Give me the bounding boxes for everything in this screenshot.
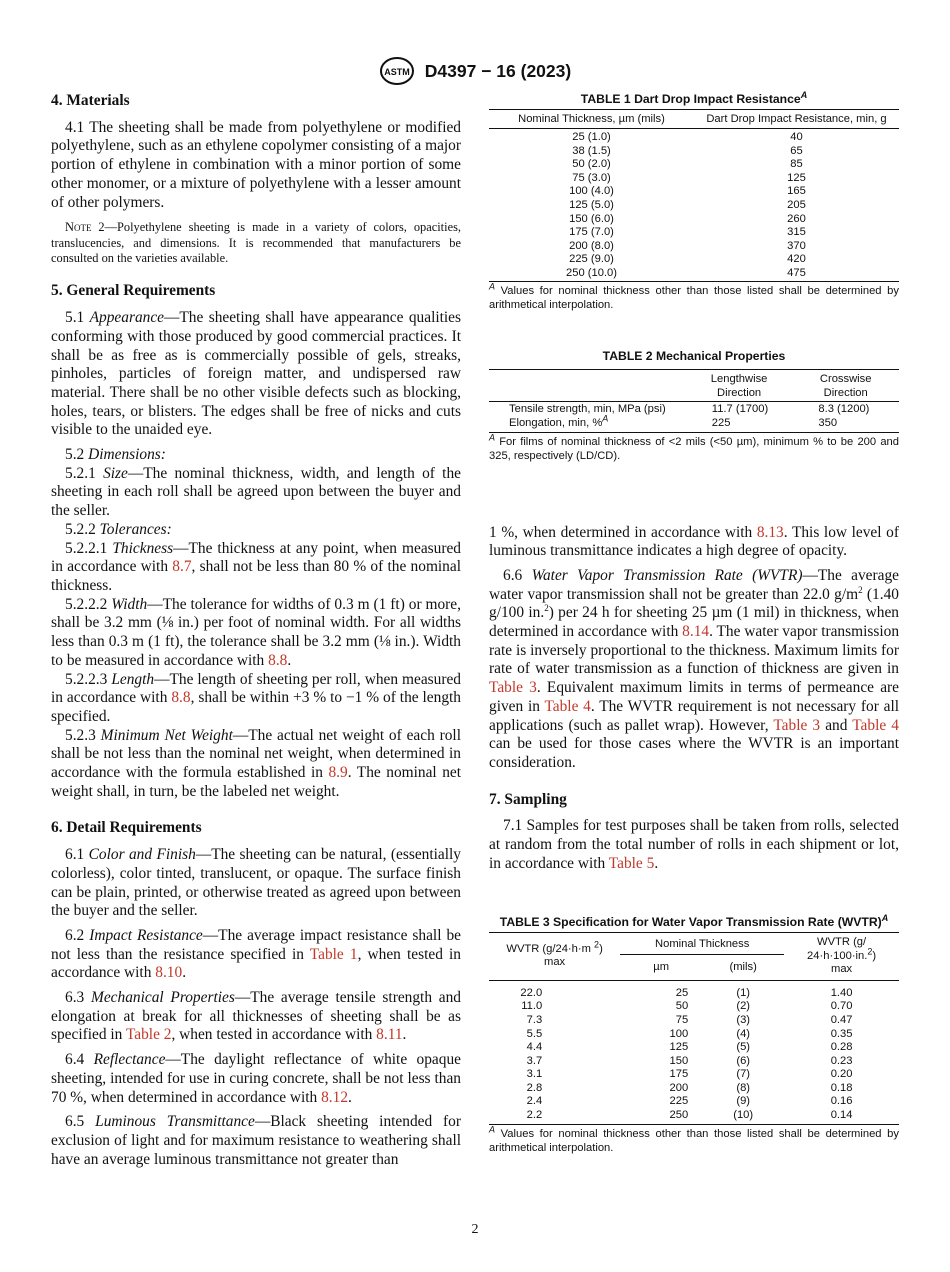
table-row xyxy=(489,1041,899,1055)
link-8-12[interactable]: 8.12 xyxy=(321,1088,349,1106)
table-3 xyxy=(489,915,899,1155)
table-cell: 0.18 xyxy=(830,1081,853,1094)
table-cell: 0.47 xyxy=(830,1013,853,1026)
table-row xyxy=(489,185,899,199)
note-label: Note 2 xyxy=(65,220,105,235)
table-cell: (5) xyxy=(736,1041,751,1054)
table-cell: (3) xyxy=(736,1013,751,1026)
table-2-grid: Lengthwise Crosswise Direction Direction Tensile strength, min, MPa (psi) 11.7 (1700) 8.3 (1200) Elongation, min, %$^A$ 225 350 xyxy=(489,369,899,432)
table-row xyxy=(489,172,899,186)
table-cell: 0.70 xyxy=(830,1000,853,1013)
table-cell: (9) xyxy=(736,1095,751,1108)
para-6-5-cont: 1 %, when determined in accordance with 8.13. This low level of luminous transmittance indicates a high degree of opacity. xyxy=(489,523,899,560)
table-3-footnote: $^A$ Values for nominal thickness other than those listed shall be determined by arithmetical interpolation. xyxy=(489,1123,899,1155)
link-table-1[interactable]: Table 1 xyxy=(309,945,358,963)
table-cell: 65 xyxy=(790,144,803,157)
para-5-2-1: 5.2.1 Size—The nominal thickness, width, and length of the sheeting in each roll shall be agreed upon between the buyer and the seller. xyxy=(51,464,461,520)
table-cell: 175 xyxy=(669,1068,689,1081)
para-5-2: 5.2 Dimensions: xyxy=(65,446,166,464)
table-cell: 0.28 xyxy=(830,1041,853,1054)
link-table-4-b[interactable]: Table 4 xyxy=(852,716,899,734)
table-1-grid xyxy=(489,109,899,281)
note-2 xyxy=(51,220,461,266)
section-4-heading: 4. Materials xyxy=(51,92,130,109)
table-2-caption: TABLE 2 Mechanical Properties xyxy=(602,348,786,363)
para-6-3: 6.3 Mechanical Properties—The average tensile strength and elongation at break for all thicknesses of sheeting shall be as specified in Table 2, when tested in accordance with 8.11. xyxy=(51,989,461,1044)
table-cell: 175 (7.0) xyxy=(569,226,614,239)
link-8-10[interactable]: 8.10 xyxy=(155,964,183,982)
para-6-5: 6.5 Luminous Transmittance—Black sheeting intended for exclusion of light and for maximum resistance to weathering shall have an average luminous transmittance not greater than xyxy=(51,1113,461,1168)
table-row xyxy=(489,226,899,240)
para-5-2-2: 5.2.2 Tolerances: xyxy=(65,520,172,538)
table-row xyxy=(489,1109,899,1123)
table-cell: 75 xyxy=(675,1013,689,1026)
table-row xyxy=(489,1028,899,1042)
link-8-14[interactable]: 8.14 xyxy=(682,623,710,641)
link-table-4[interactable]: Table 4 xyxy=(544,697,591,715)
link-8-8[interactable]: 8.8 xyxy=(268,651,288,669)
table-cell: (10) xyxy=(733,1109,754,1122)
link-table-3-b[interactable]: Table 3 xyxy=(773,716,821,734)
link-8-13[interactable]: 8.13 xyxy=(756,523,784,541)
table-1-caption: TABLE 1 Dart Drop Impact Resistance$^A$ xyxy=(580,89,808,106)
table-cell: 0.20 xyxy=(830,1068,853,1081)
right-column xyxy=(489,89,900,1156)
page-number: 2 xyxy=(471,1222,479,1237)
para-6-6: 6.6 Water Vapor Transmission Rate (WVTR)—The average water vapor transmission shall not be greater than 22.0 $g/m^2$ (1.40 g/100 in.$^2$) per 24 h for sheeting 25 µm (1 mil) in thickness, when determined in accordance with 8.14. The water vapor transmission rate is inversely proportional to the thickness. Maximum limits for rate of water transmission as a function of thickness are given in Table 3. Equivalent maximum limits in terms of permeance are given in Table 4. The WVTR requirement is not necessary for all applications (such as pallet wrap). However, Table 3 and Table 4 can be used for those cases where the WVTR is an important consideration. xyxy=(489,566,900,771)
left-column xyxy=(51,92,461,1169)
designation: D4397 − 16 (2023) xyxy=(424,60,572,81)
table-cell: 250 (10.0) xyxy=(566,267,617,280)
table-row xyxy=(489,199,899,213)
link-table-2[interactable]: Table 2 xyxy=(125,1026,172,1044)
table-row xyxy=(489,1055,899,1069)
link-8-9[interactable]: 8.9 xyxy=(328,764,348,782)
table-row xyxy=(489,240,899,254)
table-row xyxy=(489,158,899,172)
astm-logo-icon xyxy=(379,56,415,86)
table-3-caption: TABLE 3 Specification for Water Vapor Transmission Rate (WVTR)$^A$ xyxy=(499,913,889,930)
table-cell: 225 xyxy=(669,1095,689,1108)
table-row xyxy=(489,129,899,145)
table-cell: 25 xyxy=(675,986,689,999)
table-cell: 200 xyxy=(669,1081,689,1094)
table-cell: 3.7 xyxy=(526,1054,543,1067)
table-row xyxy=(489,253,899,267)
para-6-1: 6.1 Color and Finish—The sheeting can be natural, (essentially colorless), color tinted, translucent, or opaque. The surface finish can be plain, printed, or otherwise treated as agreed upon between the buyer and the seller. xyxy=(51,846,461,920)
table-cell: 85 xyxy=(790,158,803,171)
table-cell: 100 (4.0) xyxy=(569,185,614,198)
table-cell: 315 xyxy=(787,226,806,239)
page-header xyxy=(0,56,950,86)
para-5-2-3: 5.2.3 Minimum Net Weight—The actual net weight of each roll shall be not less than the nominal net weight, when determined in accordance with the formula established in 8.9. The nominal net weight shall, in turn, be the labeled net weight. xyxy=(51,726,461,800)
para-6-2: 6.2 Impact Resistance—The average impact resistance shall be not less than the resistance specified in Table 1, when tested in accordance with 8.10. xyxy=(51,926,461,982)
table-cell: 0.16 xyxy=(830,1095,853,1108)
table-cell: 4.4 xyxy=(526,1041,543,1054)
para-5-1: 5.1 Appearance—The sheeting shall have appearance qualities conforming with those produced by good commercial practices. It shall be as free as is commercially possible of gels, streaks, pinholes, particles of foreign matter, and undispersed raw material. There shall be no other visible defects such as blocking, holes, tears, or blisters. The edges shall be free of nicks and cuts visible to the unaided eye. xyxy=(51,309,461,439)
para-7-1: 7.1 Samples for test purposes shall be taken from rolls, selected at random from the total number of rolls in each shipment or lot, in accordance with Table 5. xyxy=(489,817,899,872)
table-row xyxy=(489,1014,899,1028)
table-cell: 50 (2.0) xyxy=(572,158,611,171)
note-text: —Polyethylene sheeting is made in a variety of colors, opacities, translucencies, and dimensions. It is recommended that manufacturers be consulted on the varieties available. xyxy=(51,220,461,266)
table-row xyxy=(489,213,899,227)
table-row xyxy=(489,987,899,1001)
table-row xyxy=(489,267,899,281)
table-cell: 0.23 xyxy=(830,1054,853,1067)
table-1 xyxy=(489,89,899,313)
table-cell: 22.0 xyxy=(520,986,543,999)
table-cell: 2.2 xyxy=(526,1109,543,1122)
table-1-col-2: Dart Drop Impact Resistance, min, g xyxy=(706,112,887,125)
table-cell: 100 xyxy=(669,1027,689,1040)
link-8-11[interactable]: 8.11 xyxy=(376,1026,403,1044)
table-row xyxy=(489,145,899,159)
table-1-footnote: $^A$ Values for nominal thickness other than those listed shall be determined by arithmetical interpolation. xyxy=(489,280,899,312)
table-cell: 3.1 xyxy=(526,1068,543,1081)
section-5-heading: 5. General Requirements xyxy=(51,282,216,300)
link-table-3[interactable]: Table 3 xyxy=(489,679,537,697)
logo-text: ASTM xyxy=(384,67,410,77)
table-row: Elongation, min, %$^A$ 225 350 xyxy=(489,417,899,432)
table-cell: 11.0 xyxy=(521,1000,543,1013)
table-cell: 370 xyxy=(787,239,806,252)
para-5-2-2-2: 5.2.2.2 Width—The tolerance for widths of 0.3 m (1 ft) or more, shall be 3.2 mm (⅛ in.) per foot of nominal width. For all widths less than 0.3 m (1 ft), the tolerance shall be 3.2 mm (⅛ in.). Width to be measured in accordance with 8.8. xyxy=(51,595,461,669)
table-cell: 125 (5.0) xyxy=(569,199,614,212)
link-8-7[interactable]: 8.7 xyxy=(172,558,192,576)
para-5-2-2-1: 5.2.2.1 Thickness—The thickness at any point, when measured in accordance with 8.7, shall not be less than 80 % of the nominal thickness. xyxy=(51,539,461,594)
table-cell: 7.3 xyxy=(526,1013,543,1026)
table-cell: 260 xyxy=(787,212,806,225)
table-cell: (8) xyxy=(736,1081,751,1094)
table-3-grid: WVTR (g/24·h·m $^2$) max Nominal Thickness WVTR (g/ 24·h·100·in.$^2$) max µm (mils) 22.0 25 (1) 1.40 11.0 50 (2) 0.70 7.3 75 (3) 0.47 5.5 100 (4) 0.35 4.4 125 (5) 0.28 3.7 150 (6) 0.23 3.1 175 (7) 0.20 2.8 200 (8) 0.18 2.4 225 (9) 0.16 2.2 250 (10) 0.14 xyxy=(489,932,899,1123)
para-4-1: 4.1 The sheeting shall be made from polyethylene or modified polyethylene, such as an ethylene copolymer consisting of a major portion of ethylene in combination with a minor portion of some other monomer, or a mixture of polyethylene with a lesser amount of other polymers. xyxy=(51,118,461,211)
table-cell: (4) xyxy=(736,1027,751,1040)
section-7-heading: 7. Sampling xyxy=(489,790,567,808)
table-cell: (2) xyxy=(736,1000,751,1013)
table-cell: 25 (1.0) xyxy=(572,131,611,144)
table-cell: (6) xyxy=(736,1054,751,1067)
table-2 xyxy=(489,349,899,464)
table-2-footnote: $^A$ For films of nominal thickness of <2 mils (<50 µm), minimum % to be 200 and 325, respectively (LD/CD). xyxy=(489,431,899,462)
table-cell: 150 xyxy=(669,1054,689,1067)
table-cell: 38 (1.5) xyxy=(572,144,611,157)
table-1-col-1: Nominal Thickness, µm (mils) xyxy=(518,112,665,125)
table-cell: 475 xyxy=(787,267,806,280)
table-row xyxy=(489,1000,899,1014)
table-cell: 150 (6.0) xyxy=(569,212,614,225)
table-cell: 2.4 xyxy=(526,1095,543,1108)
table-cell: 200 (8.0) xyxy=(569,239,614,252)
table-cell: 125 xyxy=(787,171,806,184)
table-cell: 75 (3.0) xyxy=(572,171,611,184)
para-5-2-2-3: 5.2.2.3 Length—The length of sheeting per roll, when measured in accordance with 8.8, shall be within +3 % to −1 % of the length specified. xyxy=(51,670,461,725)
table-cell: 225 (9.0) xyxy=(569,253,614,266)
section-6-heading: 6. Detail Requirements xyxy=(51,819,202,837)
table-row xyxy=(489,1068,899,1082)
table-cell: 50 xyxy=(675,1000,689,1013)
table-cell: (7) xyxy=(736,1068,751,1081)
table-cell: 0.14 xyxy=(830,1109,853,1122)
table-cell: 0.35 xyxy=(830,1027,853,1040)
table-cell: 125 xyxy=(669,1041,689,1054)
table-row xyxy=(489,1095,899,1109)
link-8-8-b[interactable]: 8.8 xyxy=(171,689,191,707)
table-cell: 5.5 xyxy=(526,1027,543,1040)
table-cell: 250 xyxy=(669,1109,689,1122)
table-cell: 40 xyxy=(790,131,803,144)
table-cell: 420 xyxy=(787,253,806,266)
link-table-5[interactable]: Table 5 xyxy=(608,854,655,872)
table-cell: 2.8 xyxy=(526,1081,543,1094)
table-row: Tensile strength, min, MPa (psi) 11.7 (1700) 8.3 (1200) xyxy=(509,402,870,416)
table-cell: 1.40 xyxy=(830,986,853,999)
table-cell: 205 xyxy=(787,199,806,212)
table-cell: 165 xyxy=(787,185,806,198)
para-6-4: 6.4 Reflectance—The daylight reflectance of white opaque sheeting, intended for use in curing concrete, shall be not less than 70 %, when determined in accordance with 8.12. xyxy=(51,1051,461,1106)
table-cell: (1) xyxy=(736,986,751,999)
table-row xyxy=(489,1082,899,1096)
